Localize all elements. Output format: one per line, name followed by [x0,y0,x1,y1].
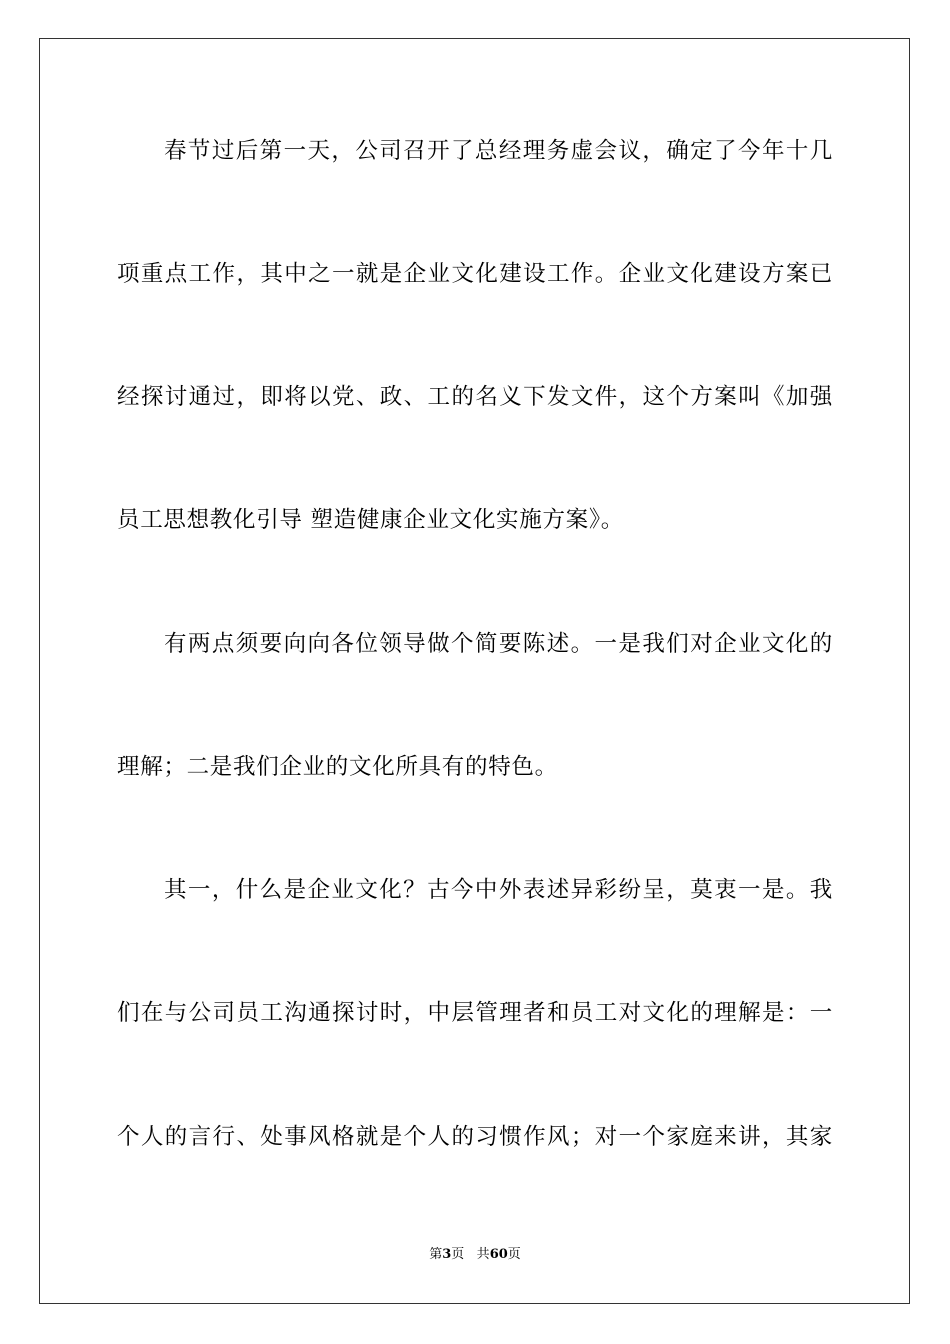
paragraph-3-line-2: 们在与公司员工沟通探讨时，中层管理者和员工对文化的理解是：一 [117,1000,833,1026]
footer-page-number: 3 [442,1247,452,1262]
page-footer [0,1246,950,1264]
paragraph-2-line-2: 理解；二是我们企业的文化所具有的特色。 [117,754,558,780]
footer-total-suffix: 页 [507,1247,521,1262]
footer-total-pages: 60 [489,1247,508,1262]
footer-total-prefix: 共 [476,1247,490,1262]
page-border [39,38,910,1304]
paragraph-1-line-4: 员工思想教化引导 塑造健康企业文化实施方案》。 [117,507,625,533]
footer-prefix: 第 [429,1247,443,1262]
paragraph-2-line-1: 有两点须要向向各位领导做个简要陈述。一是我们对企业文化的 [164,631,833,657]
paragraph-3-line-3: 个人的言行、处事风格就是个人的习惯作风；对一个家庭来讲，其家 [117,1124,833,1150]
paragraph-1-line-3: 经探讨通过，即将以党、政、工的名义下发文件，这个方案叫《加强 [117,384,833,410]
paragraph-3-line-1: 其一，什么是企业文化？古今中外表述异彩纷呈，莫衷一是。我 [164,877,833,903]
paragraph-1-line-2: 项重点工作，其中之一就是企业文化建设工作。企业文化建设方案已 [117,261,833,287]
paragraph-1-line-1: 春节过后第一天，公司召开了总经理务虚会议，确定了今年十几 [164,138,833,164]
footer-page-suffix: 页 [451,1247,465,1262]
